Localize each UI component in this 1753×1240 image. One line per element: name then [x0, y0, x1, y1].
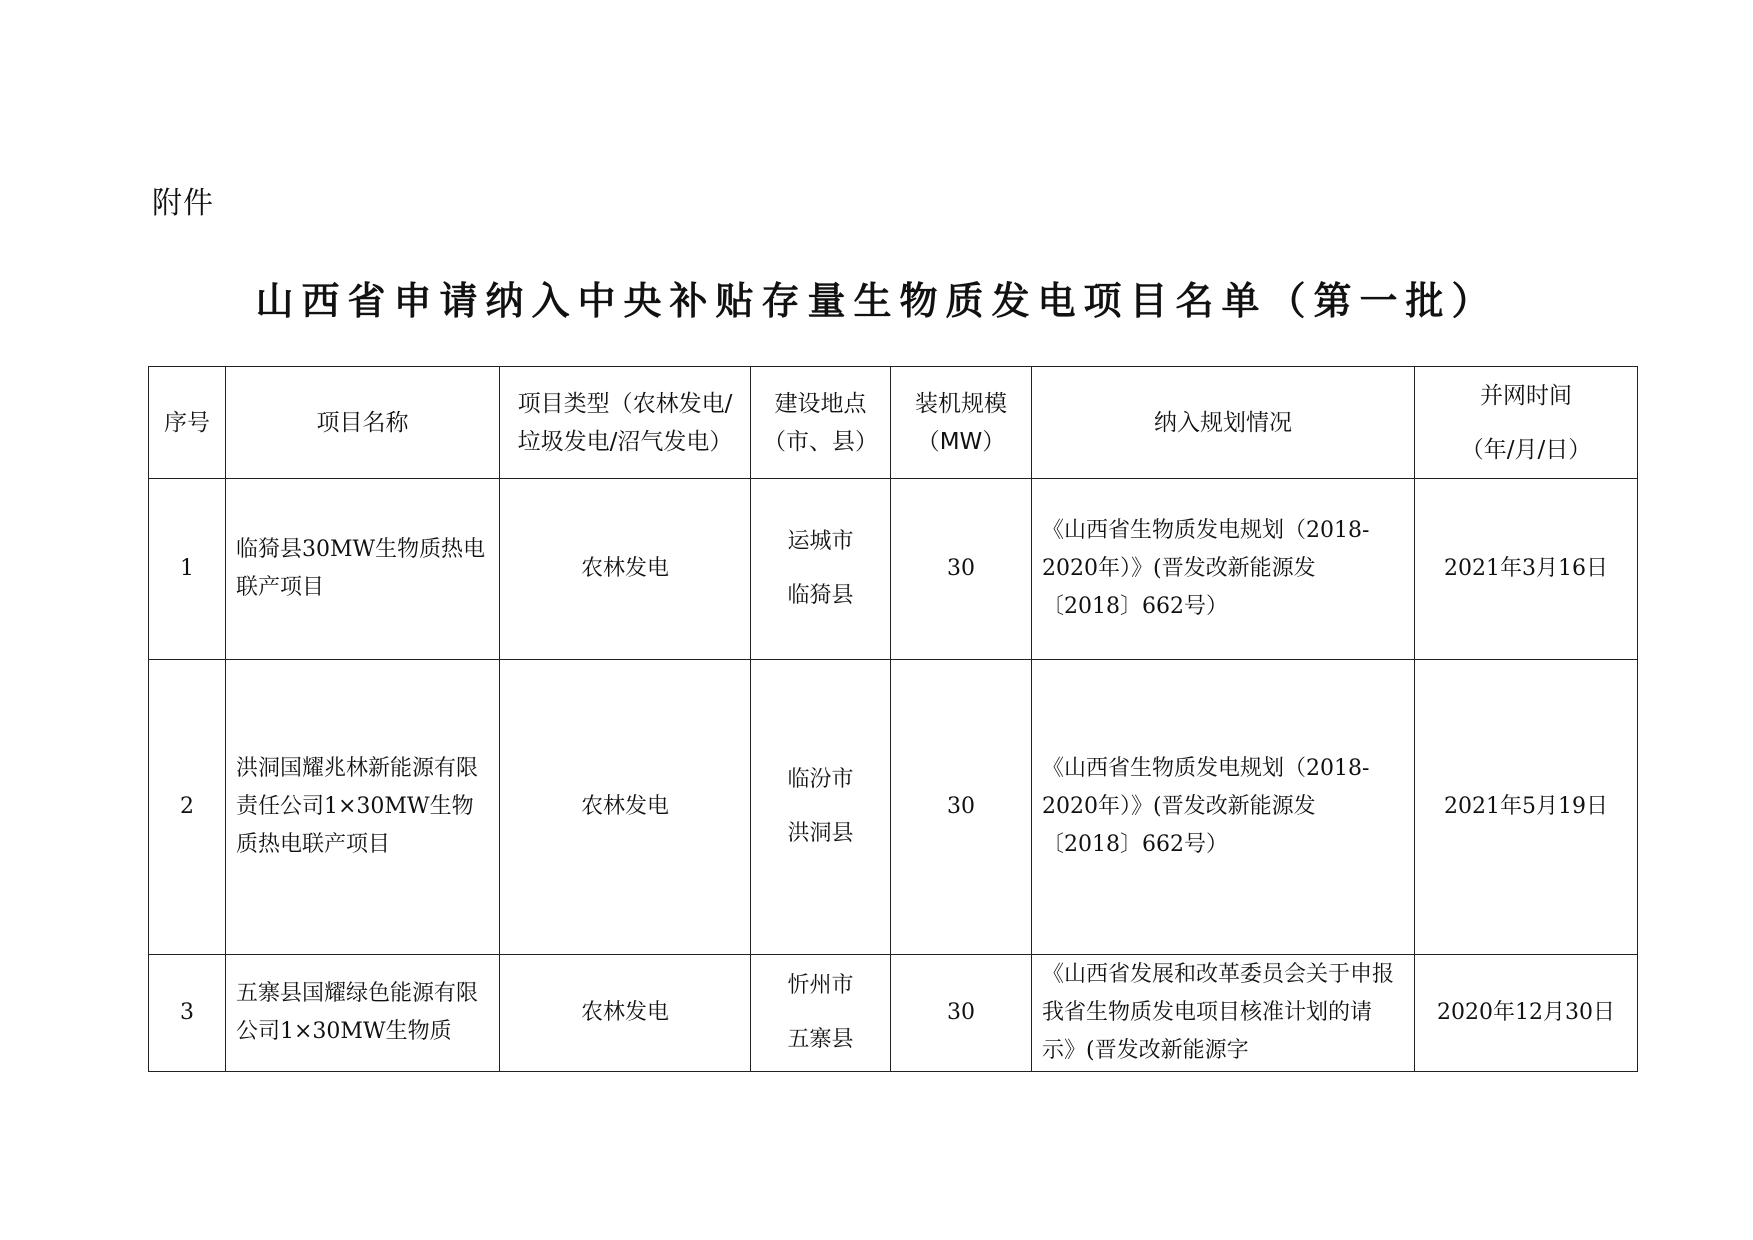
row-seq: 2 [149, 660, 226, 955]
header-type [500, 367, 751, 479]
header-location-line2: （市、县） [763, 428, 878, 455]
row-planning: 《山西省生物质发电规划（2018-2020年）》(晋发改新能源发〔2018〕662号） [1032, 660, 1415, 955]
project-table [148, 366, 1638, 1072]
row-location [751, 955, 891, 1072]
row-name: 洪洞国耀兆林新能源有限责任公司1×30MW生物质热电联产项目 [226, 660, 500, 955]
header-location [751, 367, 891, 479]
row-type: 农林发电 [500, 479, 751, 660]
row-capacity: 30 [891, 660, 1032, 955]
row-name: 临猗县30MW生物质热电联产项目 [226, 479, 500, 660]
row-capacity: 30 [891, 479, 1032, 660]
row-planning: 《山西省发展和改革委员会关于申报我省生物质发电项目核准计划的请示》(晋发改新能源字 [1032, 955, 1415, 1072]
header-grid-line1: 并网时间 [1480, 382, 1572, 409]
row-planning: 《山西省生物质发电规划（2018-2020年）》(晋发改新能源发〔2018〕662号） [1032, 479, 1415, 660]
row-seq: 3 [149, 955, 226, 1072]
header-grid-date [1415, 367, 1638, 479]
table-row [149, 479, 1638, 660]
row-county: 洪洞县 [787, 821, 854, 846]
header-type-line1: 项目类型（农林发电/ [517, 390, 733, 417]
row-grid-date: 2021年5月19日 [1415, 660, 1638, 955]
table-header-row [149, 367, 1638, 479]
header-seq: 序号 [149, 367, 226, 479]
row-county: 临猗县 [787, 583, 854, 608]
row-grid-date: 2021年3月16日 [1415, 479, 1638, 660]
row-seq: 1 [149, 479, 226, 660]
header-grid-line2: （年/月/日） [1460, 436, 1592, 463]
row-name: 五寨县国耀绿色能源有限公司1×30MW生物质 [226, 955, 500, 1072]
row-city: 临汾市 [787, 767, 854, 792]
header-capacity-line1: 装机规模 [915, 390, 1007, 417]
table-row [149, 660, 1638, 955]
row-city: 忻州市 [787, 973, 854, 998]
header-capacity-line2: （MW） [916, 428, 1006, 455]
row-grid-date: 2020年12月30日 [1415, 955, 1638, 1072]
attachment-label: 附件 [152, 186, 214, 221]
table-row [149, 955, 1638, 1072]
header-planning: 纳入规划情况 [1032, 367, 1415, 479]
header-capacity [891, 367, 1032, 479]
row-location [751, 479, 891, 660]
document-title: 山西省申请纳入中央补贴存量生物质发电项目名单（第一批） [255, 278, 1498, 323]
row-type: 农林发电 [500, 955, 751, 1072]
row-type: 农林发电 [500, 660, 751, 955]
header-name: 项目名称 [226, 367, 500, 479]
row-county: 五寨县 [787, 1027, 854, 1052]
header-type-line2: 垃圾发电/沼气发电） [517, 428, 733, 455]
row-capacity: 30 [891, 955, 1032, 1072]
header-location-line1: 建设地点 [774, 390, 867, 417]
row-location [751, 660, 891, 955]
row-city: 运城市 [787, 529, 854, 554]
